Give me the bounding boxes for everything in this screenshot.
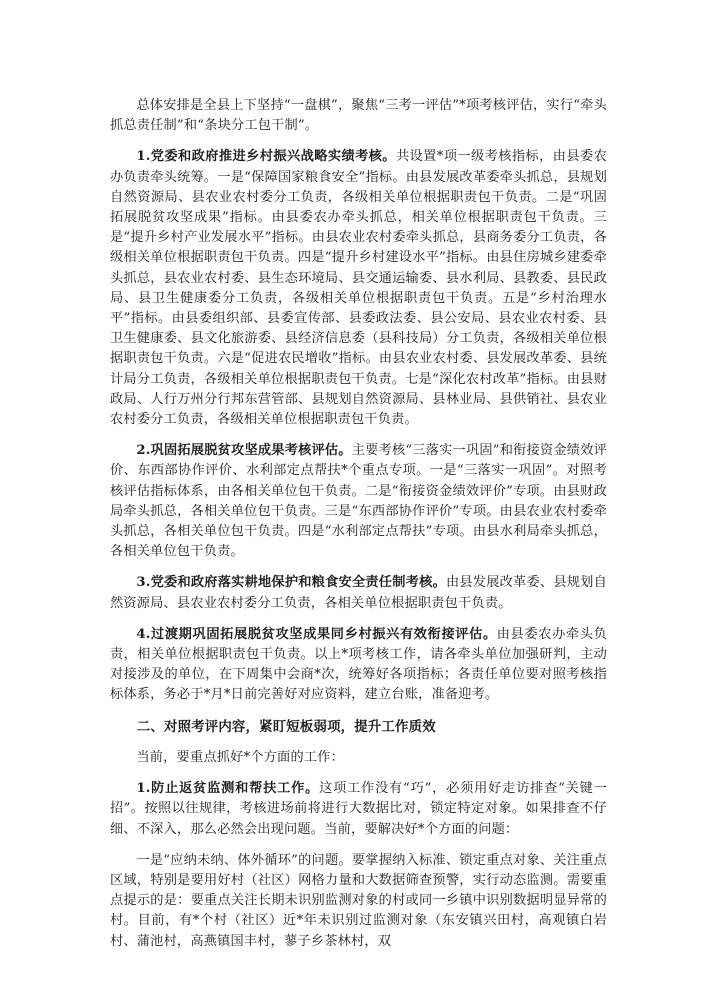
paragraph-text: 共设置*项一级考核指标，由县委农办负责牵头统筹。一是“保障国家粮食安全”指标。由县发展改革委牵头抓总，县规划自然资源局、县农业农村委分工负责，各级相关单位根据职责包干负责。二是“巩固拓展脱贫攻坚成果”指标。由县委农办牵头抓总，相关单位根据职责包干负责。三是“提升乡村产业发展水平”指标。由县农业农村委牵头抓总，县商务委分工负责，各级相关单位根据职责包干负责。四是“提升乡村建设水平”指标。由县住房城乡建委牵头抓总，县农业农村委、县生态环境局、县交通运输委、县水利局、县教委、县民政局、县卫生健康委分工负责，各级相关单位根据职责包干负责。五是“乡村治理水平”指标。由县委组织部、县委宣传部、县委政法委、县公安局、县农业农村委、县卫生健康委、县文化旅游委、县经济信息委（县科技局）分工负责，各级相关单位根据职责包干负责。六是“促进农民增收”指标。由县农业农村委、县发展改革委、县统计局分工负责，各级相关单位根据职责包干负责。七是“深化农村改革”指标。由县财政局、人行万州分行邦东营管部、县规划自然资源局、县林业局、县供销社、县农业农村委分工负责，各级相关单位根据职责包干负责。 [110, 149, 608, 428]
paragraph-item-3 [110, 573, 607, 613]
paragraph-text: 主要考核“三落实一巩固”和衔接资金绩效评价、东西部协作评价、水利部定点帮扶*个重点专项。一是“三落实一巩固”。对照考核评估指标体系，由各相关单位包干负责。二是“衔接资金绩效评价”专项。由县财政局牵头抓总，各相关单位包干负责。三是“东西部协作评价”专项。由县农业农村委牵头抓总，各相关单位包干负责。四是“水利部定点帮扶”专项。由县水利局牵头抓总，各相关单位包干负责。 [110, 443, 607, 560]
paragraph-text: 一是“应纳未纳、体外循环”的问题。要掌握纳入标准、锁定重点对象、关注重点区域，特别是要用好村（社区）网格力量和大数据筛查预警，实行动态监测。需要重点提示的是：要重点关注长期未识别监测对象的村或同一乡镇中识别数据明显异常的村。目前，有*个村（社区）近*年未识别过监测对象（东安镇兴田村，高观镇白岩村、蒲池村，高燕镇国丰村，蓼子乡茶林村，双 [110, 852, 607, 949]
paragraph-lead: 1.党委和政府推进乡村振兴战略实绩考核。 [136, 149, 396, 165]
paragraph-work-1 [110, 779, 607, 840]
paragraph-text: 总体安排是全县上下坚持“一盘棋”，聚焦“三考一评估”*项考核评估，实行“牵头抓总责任制”和“条块分工包干制”。 [110, 98, 607, 134]
paragraph-text: 由县委农办牵头负责，相关单位根据职责包干负责。以上*项考核工作，请各牵头单位加强研判，主动对接涉及的单位，在下周集中会商*次，统筹好各项指标；各责任单位要对照考核指标体系，务必于*月*日前完善好对应资料，建立台账，准备迎考。 [110, 626, 607, 703]
paragraph-overview [110, 96, 607, 136]
paragraph-lead: 4.过渡期巩固拓展脱贫攻坚成果同乡村振兴有效衔接评估。 [136, 626, 497, 642]
paragraph-lead: 2.巩固拓展脱贫攻坚成果考核评估。 [136, 443, 352, 459]
section-heading: 二、对照考评内容，紧盯短板弱项，提升工作质效 [136, 718, 436, 735]
paragraph-item-4 [110, 625, 607, 706]
paragraph-lead: 3.党委和政府落实耕地保护和粮食安全责任制考核。 [136, 575, 446, 591]
paragraph-issue-1 [110, 851, 607, 952]
paragraph-item-1 [110, 147, 607, 430]
paragraph-text: 当前，要重点抓好*个方面的工作： [136, 749, 344, 765]
paragraph-text: 这项工作没有“巧”，必须用好走访排查“关键一招”。按照以往规律，考核进场前将进行大数据比对，锁定特定对象。如果排查不仔细、不深入，那么必然会出现问题。当前，要解决好*个方面的问题： [110, 781, 607, 837]
paragraph-intro [110, 748, 607, 768]
paragraph-lead: 1.防止返贫监测和帮扶工作。 [136, 781, 320, 797]
paragraph-item-2 [110, 441, 607, 562]
paragraph-text: 由县发展改革委、县规划自然资源局、县农业农村委分工负责，各相关单位根据职责包干负责。 [110, 575, 607, 611]
